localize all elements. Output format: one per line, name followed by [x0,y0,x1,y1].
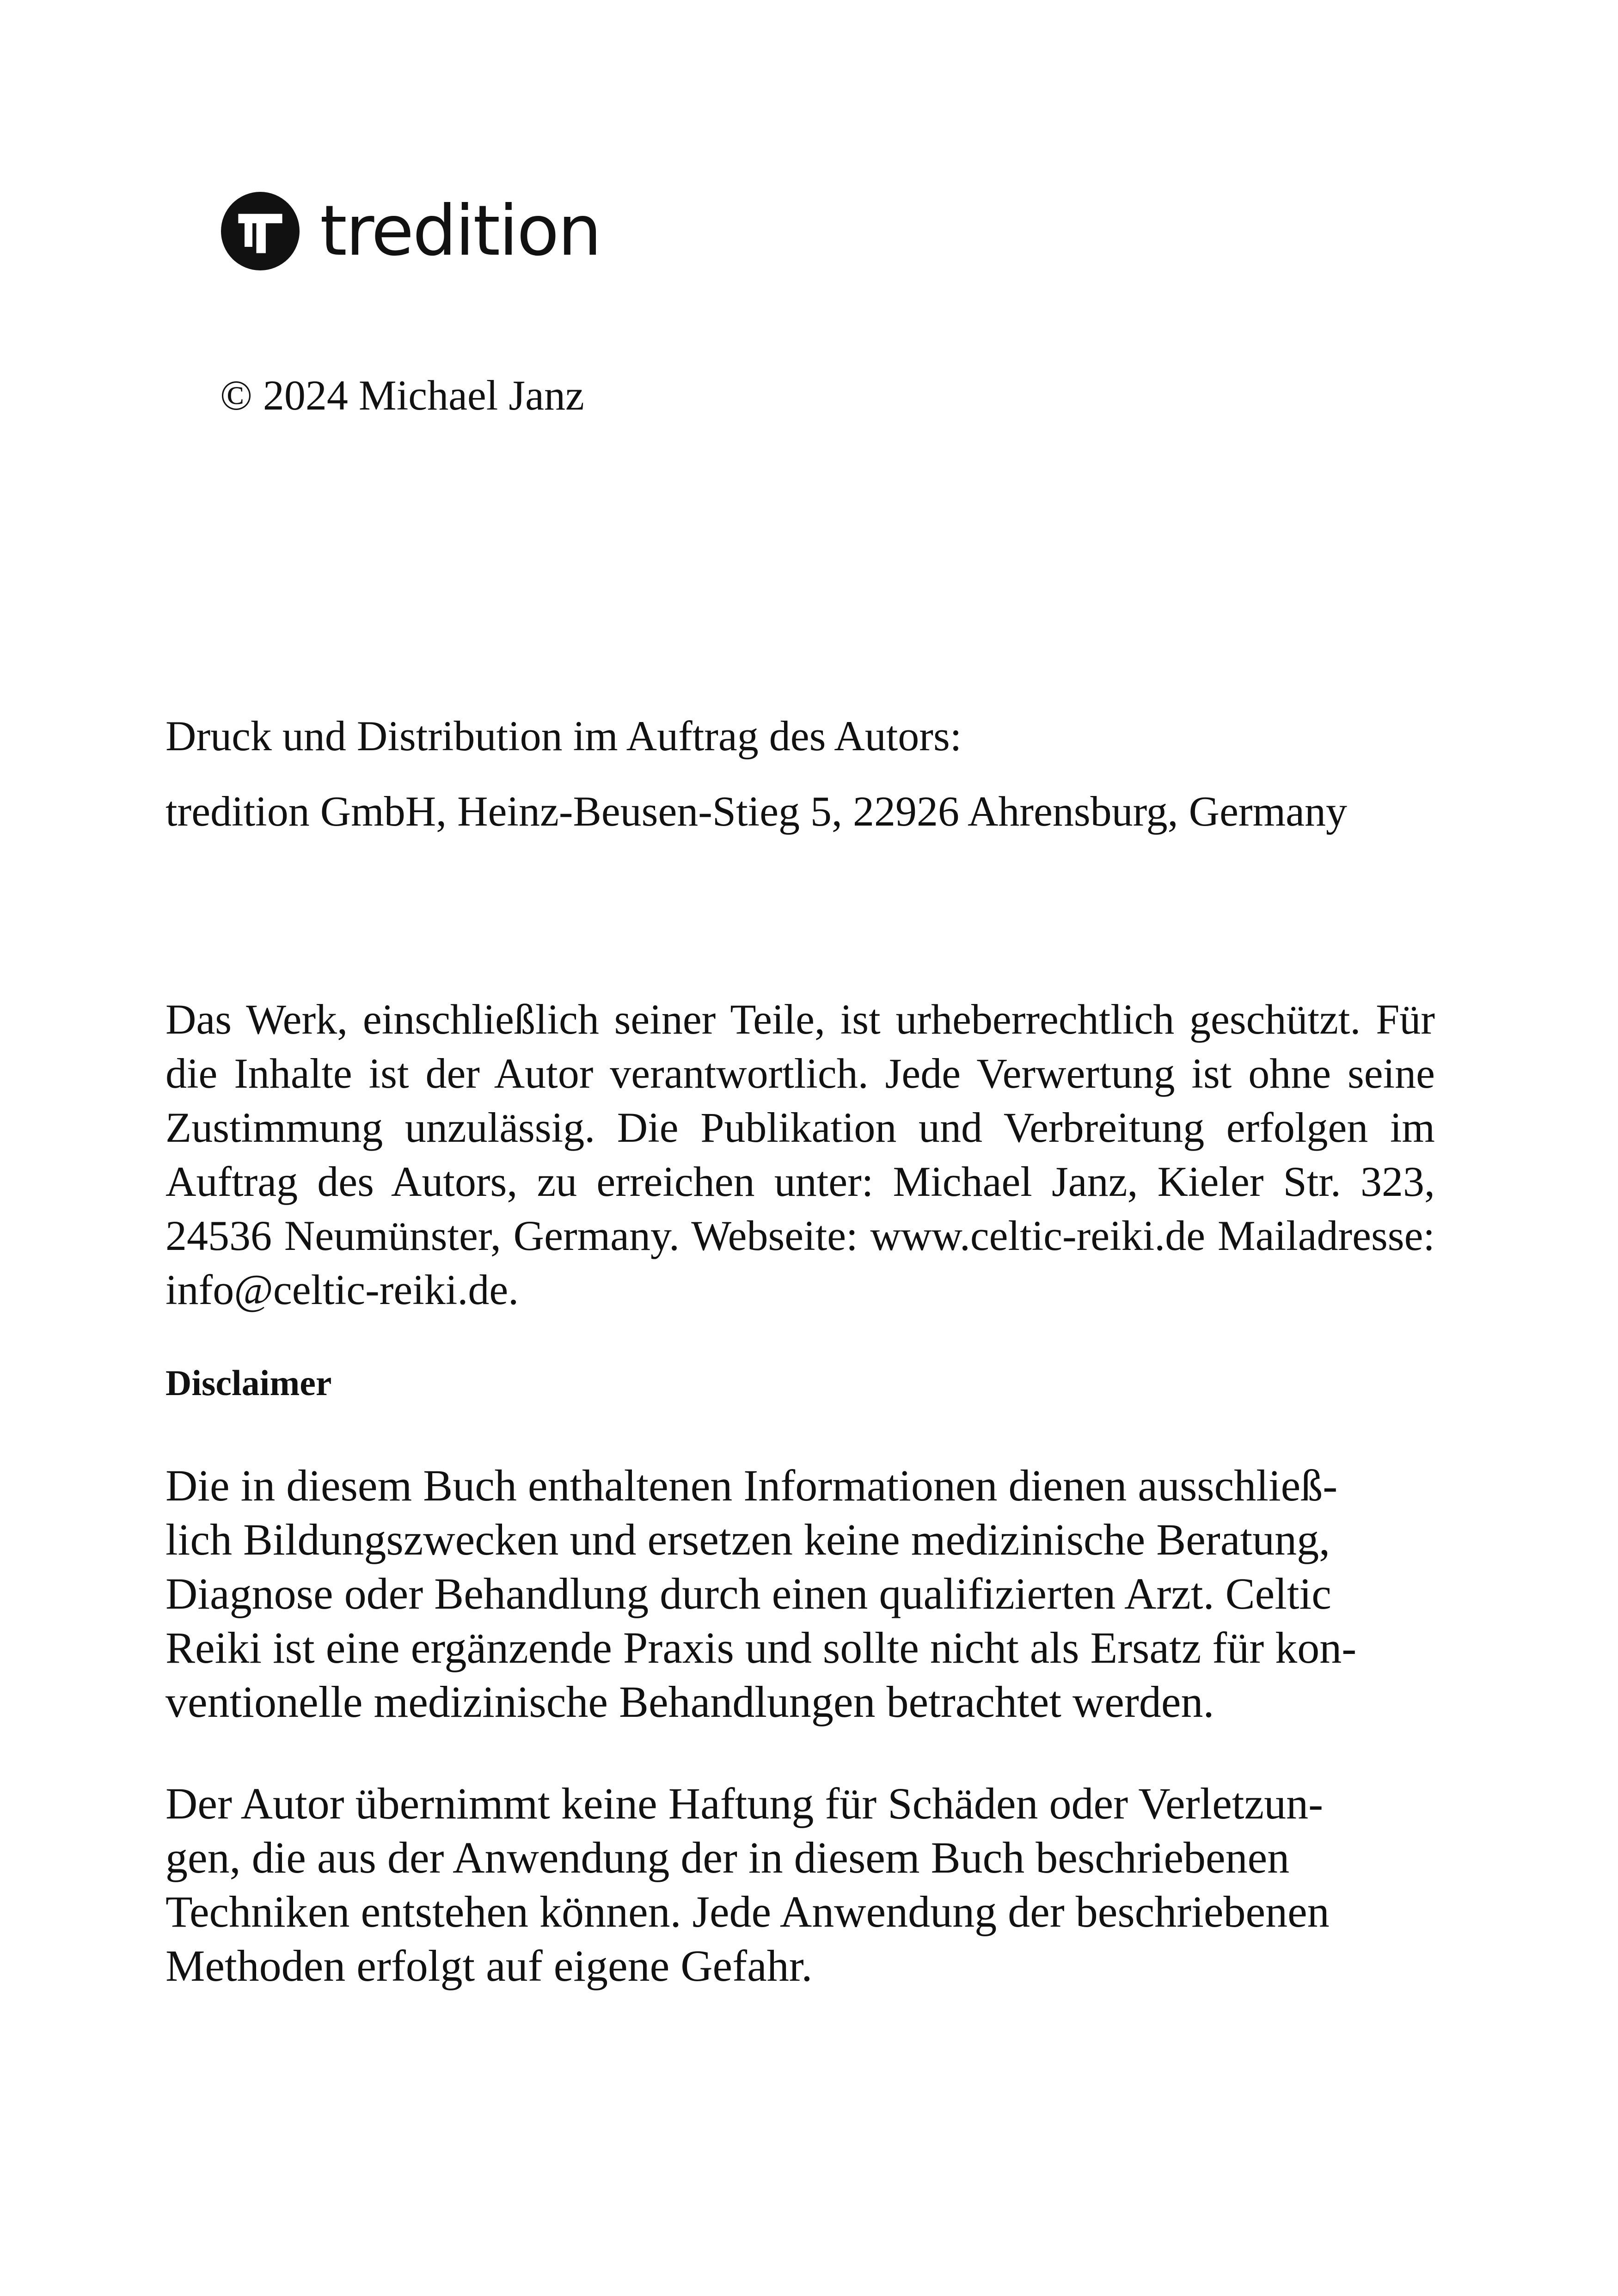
disclaimer-paragraph-2-line: gen, die aus der Anwendung der in diesem Buch beschriebenen [165,1833,1290,1882]
disclaimer-paragraph-2 [165,1776,1435,1993]
disclaimer-paragraph-1-line: ventionelle medizinische Behandlungen betrachtet werden. [165,1677,1214,1727]
print-notice: Druck und Distribution im Auftrag des Autors: [165,712,962,759]
disclaimer-paragraph-1-line: Reiki ist eine ergänzende Praxis und sollte nicht als Ersatz für kon- [165,1623,1357,1672]
disclaimer-heading: Disclaimer [165,1363,332,1403]
publisher-logo-wordmark: tredition [320,191,601,271]
publisher-address: tredition GmbH, Heinz-Beusen-Stieg 5, 22926 Ahrensburg, Germany [165,788,1347,835]
disclaimer-paragraph-1 [165,1458,1435,1729]
disclaimer-paragraph-2-line: Methoden erfolgt auf eigene Gefahr. [165,1941,813,1990]
disclaimer-paragraph-2-line: Der Autor übernimmt keine Haftung für Schäden oder Verletzun- [165,1779,1324,1828]
tredition-logo-icon [221,192,300,270]
disclaimer-paragraph-1-line: Die in diesem Buch enthaltenen Informationen dienen ausschließ- [165,1461,1338,1510]
disclaimer-paragraph-2-line: Techniken entstehen können. Jede Anwendung der beschriebenen [165,1887,1330,1936]
publisher-logo [221,190,601,273]
copyright-notice: © 2024 Michael Janz [220,372,584,419]
disclaimer-paragraph-1-line: Diagnose oder Behandlung durch einen qualifizierten Arzt. Celtic [165,1569,1331,1618]
disclaimer-paragraph-1-line: lich Bildungszwecken und ersetzen keine medizinische Beratung, [165,1515,1330,1564]
legal-notice: Das Werk, einschließlich seiner Teile, ist urheberrechtlich geschützt. Für die Inhalte ist der Autor verantwortlich. Jede Verwertung ist ohne seine Zustimmung unzulässig. Die Publikation und Verbreitung erfolgen im Auftrag des Autors, zu erreichen unter: Michael Janz, Kieler Str. 323, 24536 Neumünster, Germany. Webseite: www.celtic-reiki.de Mailadresse: info@celtic-reiki.de. [165,996,1435,1313]
